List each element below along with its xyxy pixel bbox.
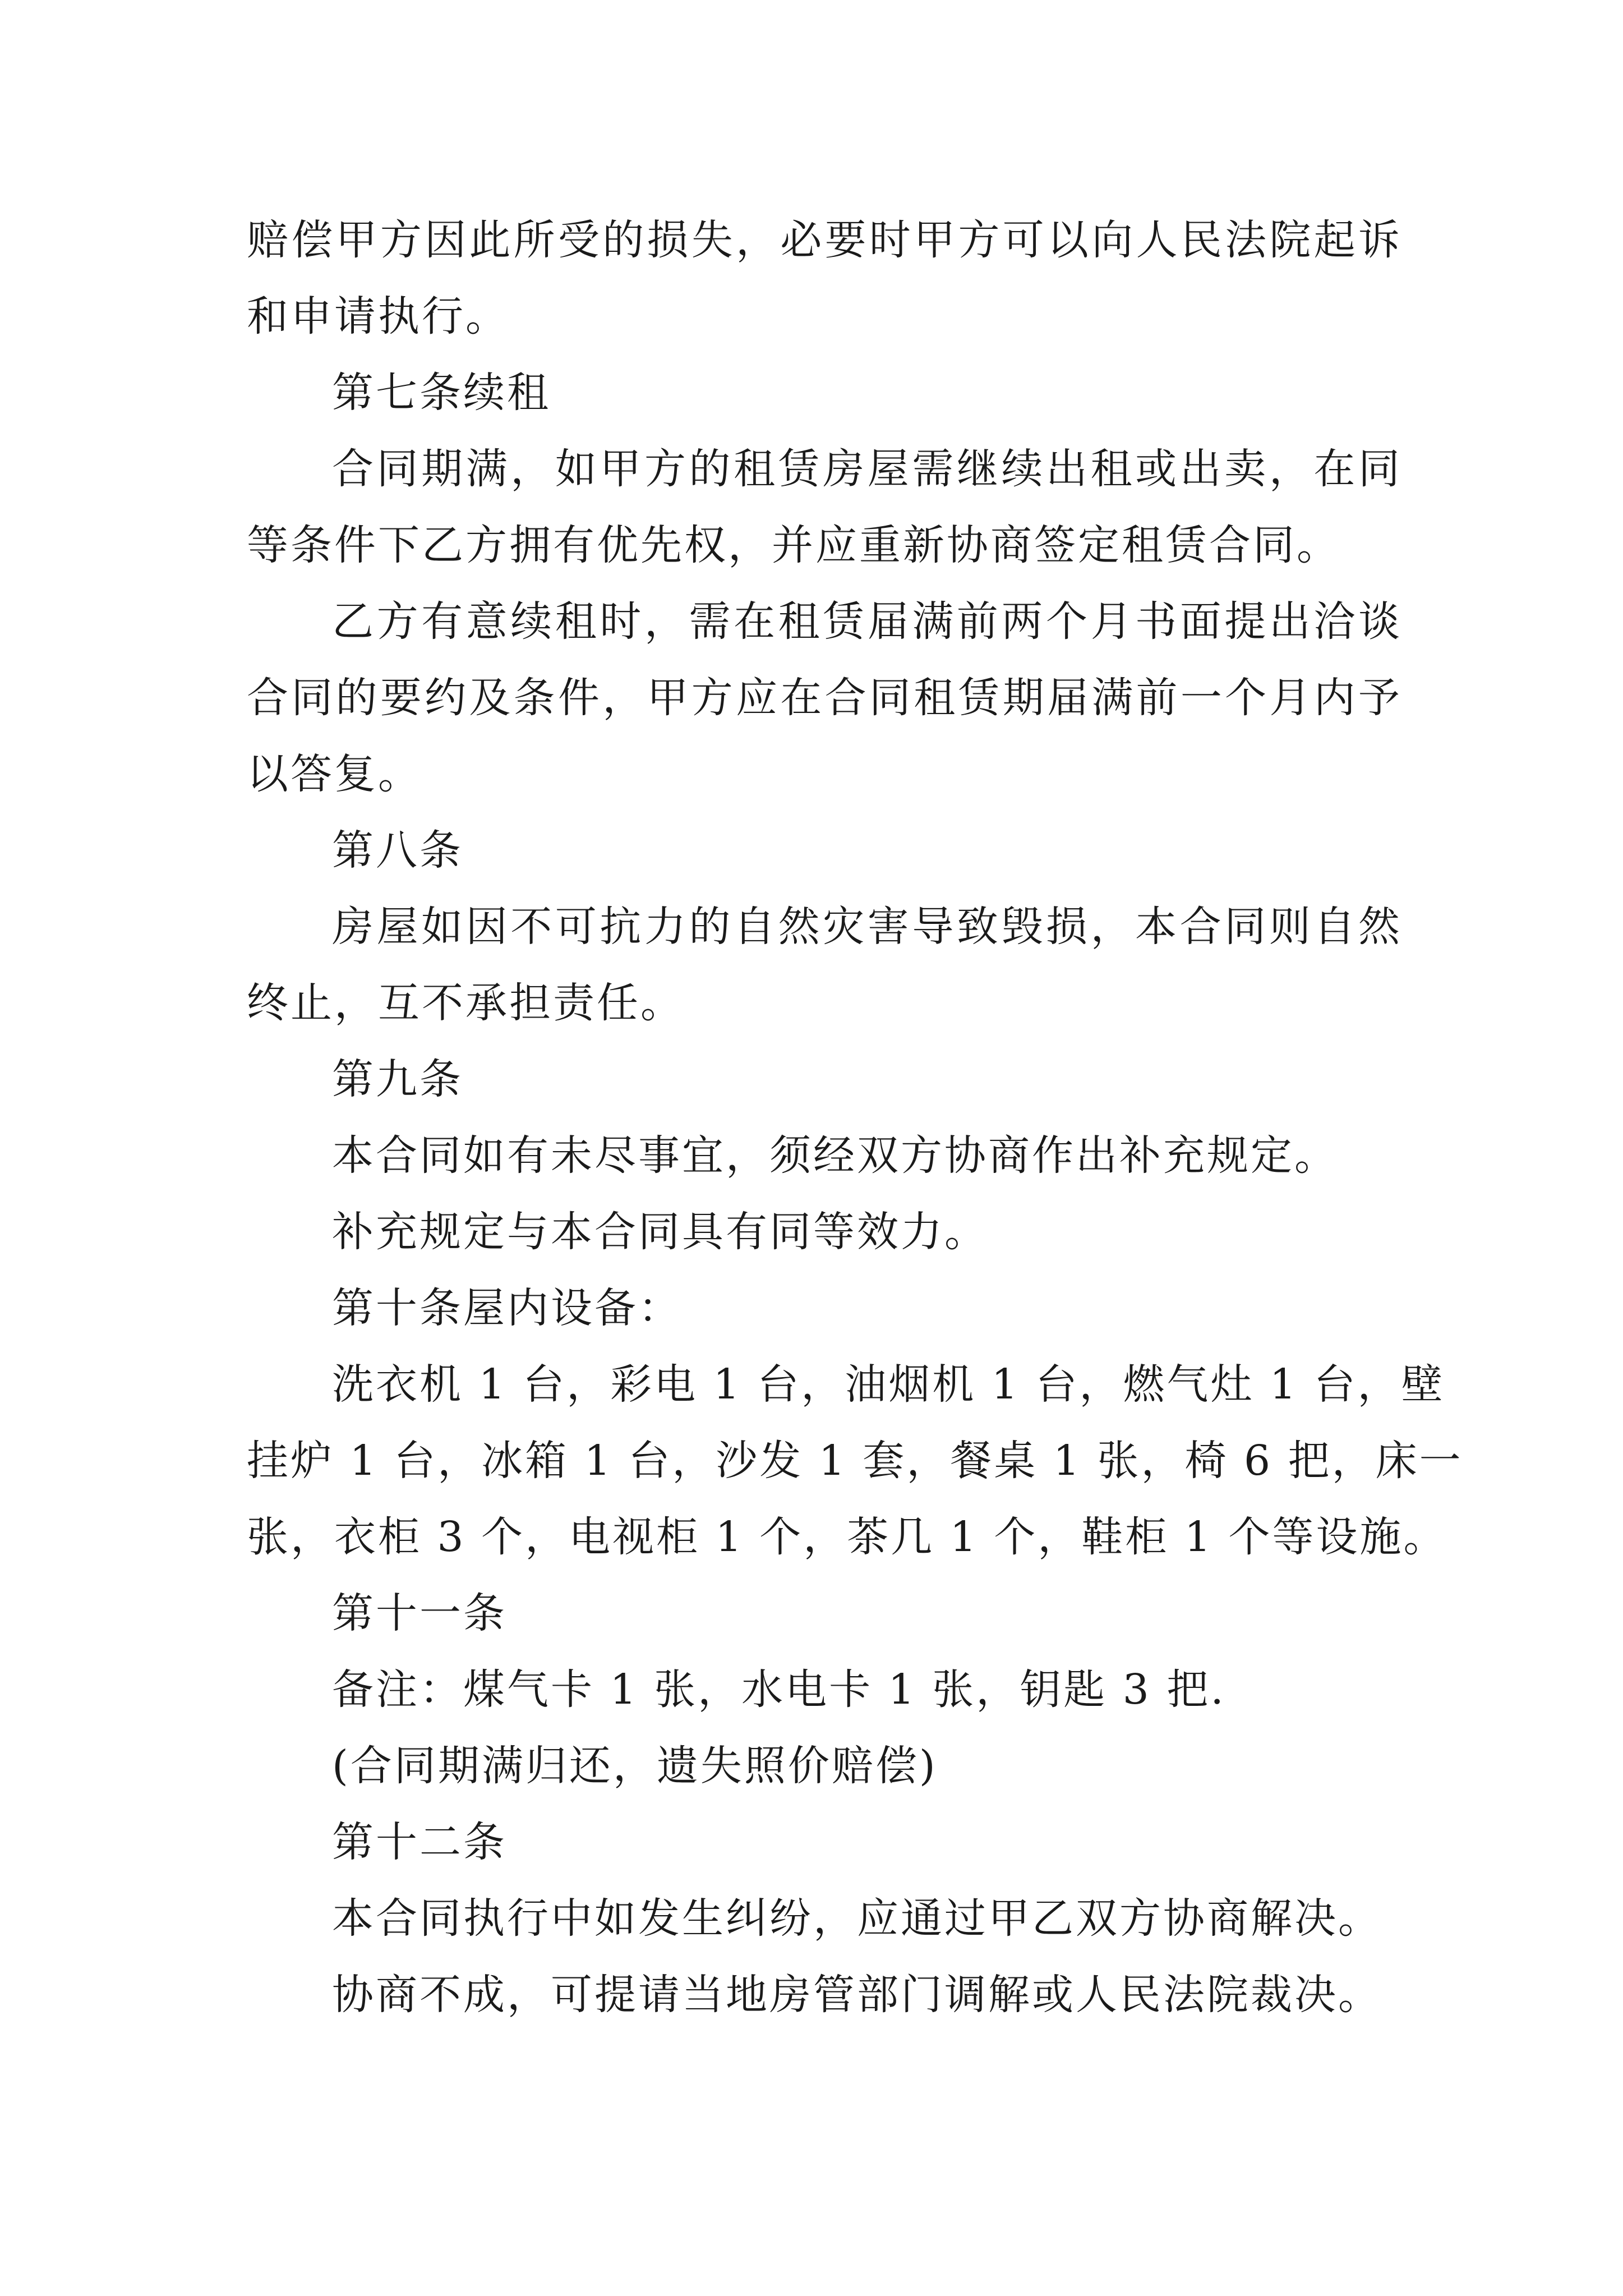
text-line: 赔偿甲方因此所受的损失，必要时甲方可以向人民法院起诉 — [247, 216, 1402, 264]
section-heading: 第八条 — [332, 826, 463, 875]
text-line: 挂炉 1 台，冰箱 1 台，沙发 1 套，餐桌 1 张，椅 6 把，床一 — [247, 1437, 1463, 1485]
text-line: 张，衣柜 3 个，电视柜 1 个，茶几 1 个，鞋柜 1 个等设施。 — [247, 1513, 1447, 1561]
text-line: 终止，互不承担责任。 — [247, 979, 684, 1027]
text-line: 备注：煤气卡 1 张，水电卡 1 张，钥匙 3 把. — [332, 1665, 1226, 1714]
section-heading: 第九条 — [332, 1055, 463, 1103]
text-line: 本合同执行中如发生纠纷，应通过甲乙双方协商解决。 — [332, 1894, 1382, 1943]
section-heading: 第七条续租 — [332, 369, 551, 417]
text-line: 协商不成，可提请当地房管部门调解或人民法院裁决。 — [332, 1971, 1382, 2019]
text-line: 房屋如因不可抗力的自然灾害导致毁损，本合同则自然 — [332, 903, 1402, 951]
text-line: 洗衣机 1 台，彩电 1 台，油烟机 1 台，燃气灶 1 台，壁 — [332, 1360, 1445, 1409]
text-line: (合同期满归还，遗失照价赔偿) — [332, 1742, 938, 1790]
text-line: 补充规定与本合同具有同等效力。 — [332, 1208, 988, 1256]
text-line: 本合同如有未尽事宜，须经双方协商作出补充规定。 — [332, 1131, 1338, 1180]
document-body — [247, 202, 1463, 2033]
text-line: 等条件下乙方拥有优先权，并应重新协商签定租赁合同。 — [247, 521, 1340, 569]
section-heading: 第十一条 — [332, 1589, 507, 1637]
section-heading: 第十二条 — [332, 1818, 507, 1866]
text-line: 合同期满，如甲方的租赁房屋需继续出租或出卖，在同 — [332, 445, 1402, 493]
text-line: 和申请执行。 — [247, 292, 509, 341]
text-line: 合同的要约及条件，甲方应在合同租赁期届满前一个月内予 — [247, 674, 1402, 722]
text-line: 以答复。 — [247, 750, 422, 798]
text-line: 乙方有意续租时，需在租赁届满前两个月书面提出洽谈 — [332, 597, 1402, 646]
section-heading: 第十条屋内设备： — [332, 1284, 682, 1332]
